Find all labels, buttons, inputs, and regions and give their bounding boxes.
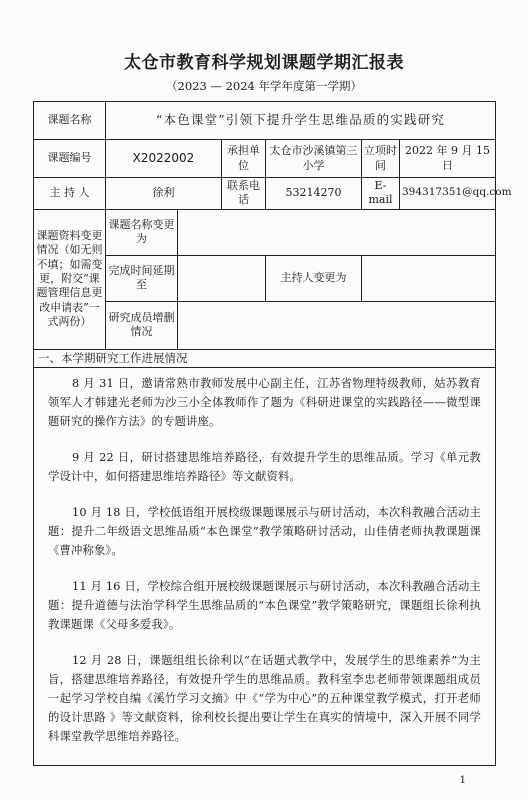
extend-value [178, 255, 266, 301]
change-name-value [178, 209, 496, 255]
topic-name-label: 课题名称 [34, 102, 106, 140]
topic-name-value: “本色课堂”引领下提升学生思维品质的实践研究 [106, 102, 496, 140]
undertaking-unit-label: 承担单位 [222, 140, 266, 178]
phone-label: 联系电话 [222, 178, 266, 210]
school-year-subtitle: （2023 — 2024 年学年度第一学期） [166, 79, 362, 93]
change-info-label: 课题资料变更情况（如无则不填；如需变更，附交“课题管理信息更改申请表”一式两份） [34, 209, 106, 349]
approval-date-value: 2022 年 9 月 15 日 [400, 140, 496, 178]
email-label: E-mail [362, 178, 400, 210]
page-number: 1 [459, 775, 466, 786]
page-title: 太仓市教育科学规划课题学期汇报表 [124, 53, 404, 73]
host-change-value [362, 255, 496, 301]
topic-id-label: 课题编号 [34, 140, 106, 178]
progress-paragraph-oct18: 10 月 18 日，学校低语组开展校级课题课展示与研讨活动，本次科教融合活动主题：提升二年级语文思维品质“本色课堂”教学策略研讨活动，山佳倩老师执教课题课《曹冲称象》。 [48, 505, 481, 557]
undertaking-unit-value: 太仓市沙溪镇第三小学 [266, 140, 362, 178]
progress-paragraph-nov16: 11 月 16 日，学校综合组开展校级课题课展示与研讨活动，本次科教融合活动主题：提升道德与法治学科学生思维品质的“本色课堂”教学策略研究，课题组长徐利执教课题课《父母多爱我》。 [48, 579, 481, 631]
progress-content [34, 367, 496, 765]
host-change-label: 主持人变更为 [266, 255, 362, 301]
report-form-table [33, 101, 512, 766]
change-name-label: 课题名称变更为 [106, 209, 178, 255]
members-change-label: 研究成员增删情况 [106, 301, 178, 349]
host-label: 主 持 人 [34, 178, 106, 210]
progress-paragraph-dec28: 12 月 28 日，课题组组长徐利以“在话题式教学中，发展学生的思维素养”为主旨，搭建思维培养路径，有效提升学生的思维品质。教科室李忠老师带领课题组成员一起学习学校自编《溪竹学习文摘》中《“学为中心”的五种课堂教学模式，打开老师的设计思路 》等文献资料，徐利校长提出要让学生在真实的情境中，深入开展不同学科课堂教学思维培养路径。 [48, 653, 481, 743]
email-value: 394317351@qq.com [400, 178, 496, 210]
members-change-value [178, 301, 496, 349]
progress-paragraph-aug31: 8 月 31 日，邀请常熟市教师发展中心副主任，江苏省物理特级教师，姑苏教育领军人才韩建光老师为沙三小全体教师作了题为《科研进课堂的实践路径——微型课题研究的操作方法》的专题讲座。 [48, 376, 481, 428]
topic-id-value: X2022002 [106, 140, 222, 178]
phone-value: 53214270 [266, 178, 362, 210]
host-value: 徐利 [106, 178, 222, 210]
progress-section-heading: 一、本学期研究工作进展情况 [34, 349, 496, 367]
approval-date-label: 立项时间 [362, 140, 400, 178]
extend-label: 完成时间延期至 [106, 255, 178, 301]
progress-paragraph-sep22: 9 月 22 日，研讨搭建思维培养路径，有效提升学生的思维品质。学习《单元教学设计中，如何搭建思维培养路径》等文献资料。 [48, 450, 481, 483]
